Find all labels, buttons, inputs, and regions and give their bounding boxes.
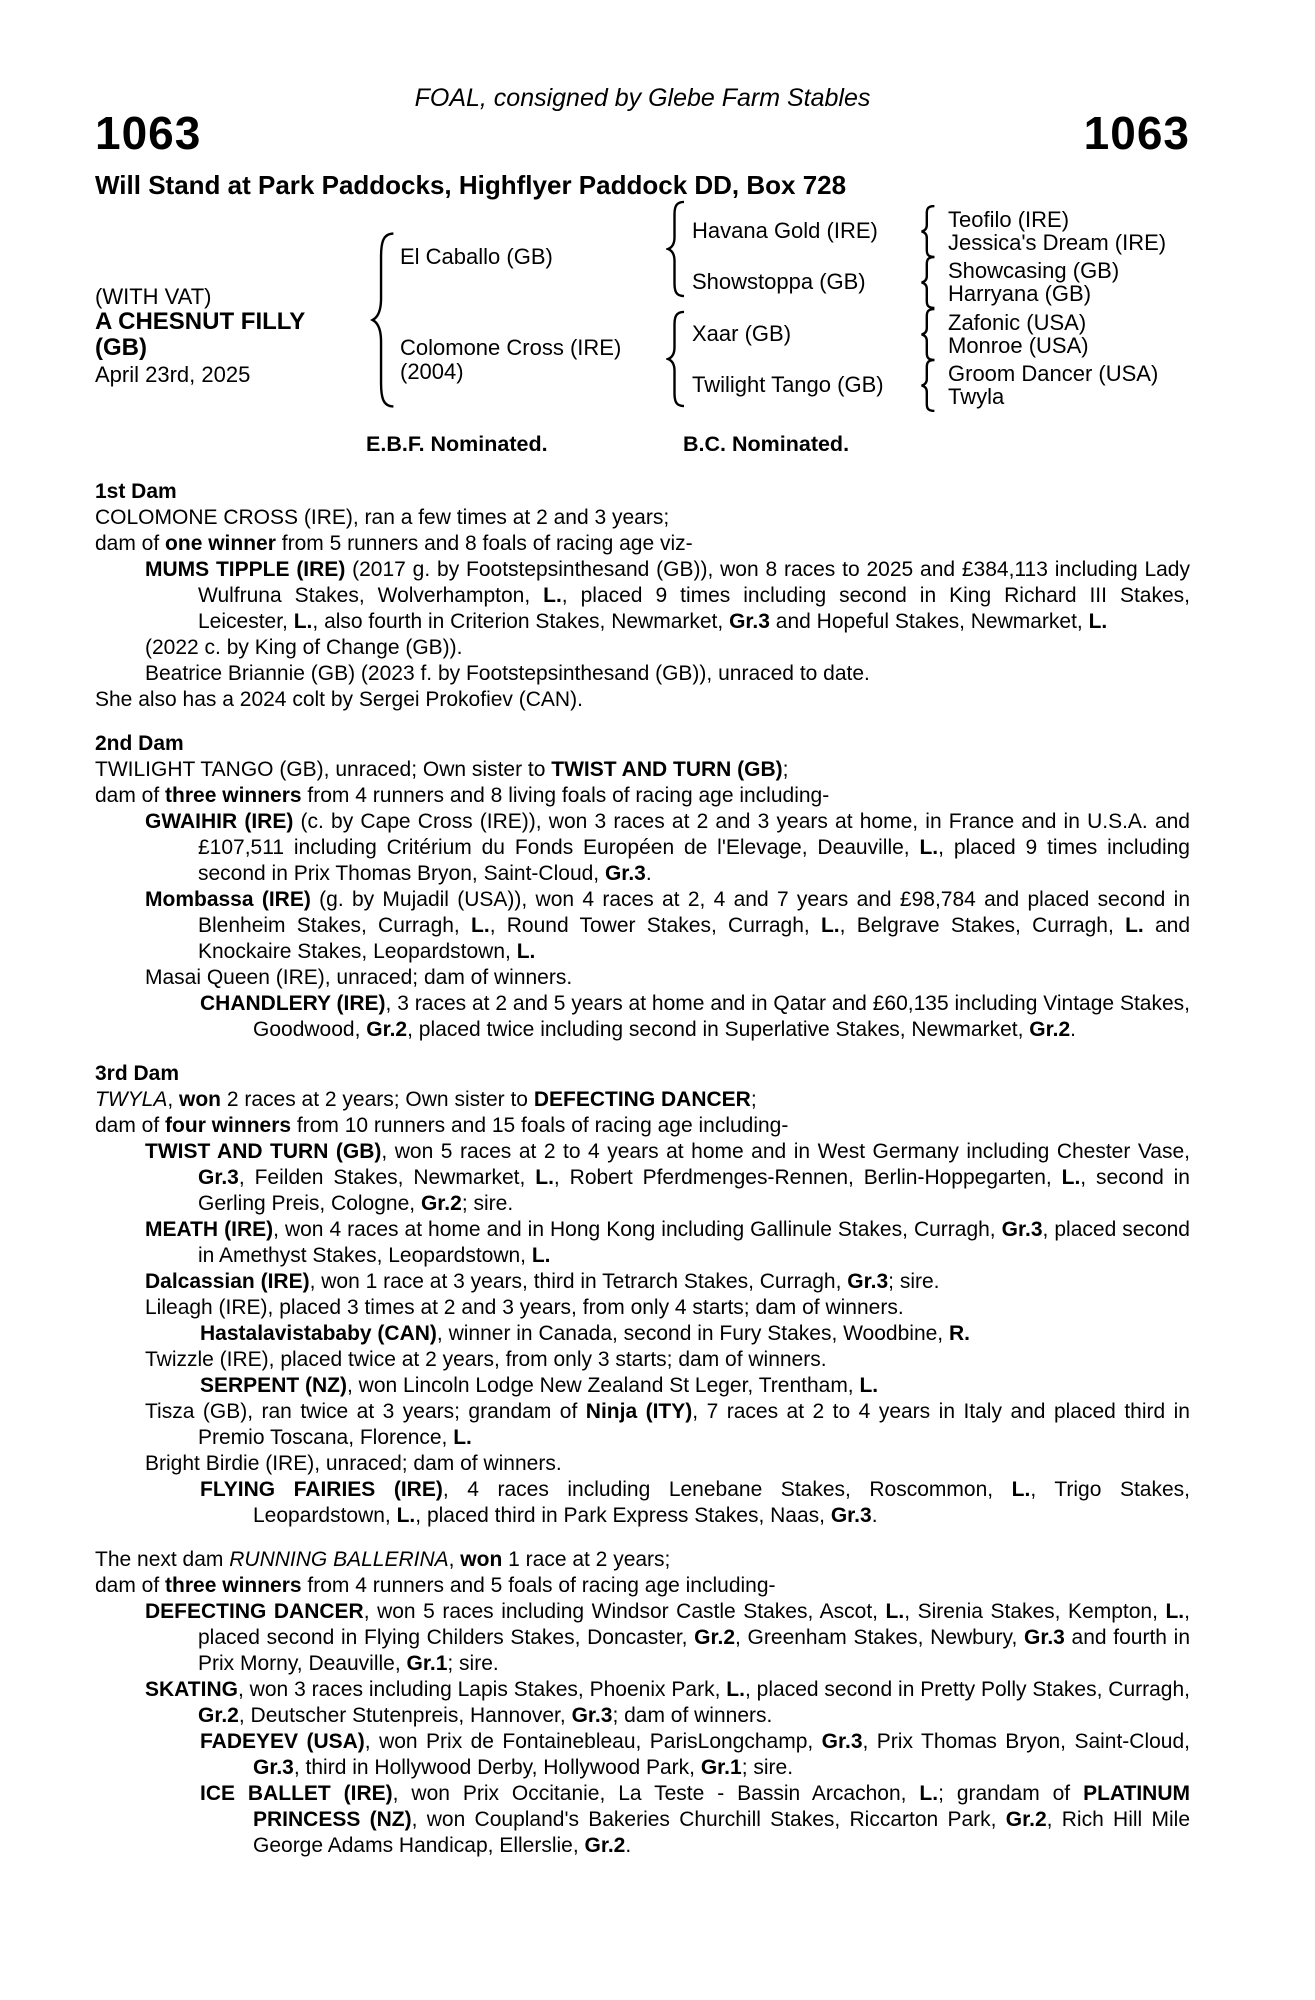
- vat-note: (WITH VAT): [95, 284, 212, 309]
- pedigree-paragraph: TWIST AND TURN (GB), won 5 races at 2 to 4 years at home and in West Germany including Chester Vase, Gr.3, Feilden Stakes, Newmarket, L., Robert Pferdmenges-Rennen, Berlin-Hoppegarten, L., second in Gerling Preis, Cologne, Gr.2; sire.: [145, 1140, 1190, 1215]
- section-heading: 1st Dam: [95, 480, 177, 503]
- pedigree-paragraph: dam of one winner from 5 runners and 8 foals of racing age viz-: [95, 532, 693, 555]
- pedigree-paragraph: SERPENT (NZ), won Lincoln Lodge New Zealand St Leger, Trentham, L.: [200, 1374, 879, 1397]
- pedigree-paragraph: dam of three winners from 4 runners and 5 foals of racing age including-: [95, 1574, 776, 1597]
- pedigree-paragraph: TWILIGHT TANGO (GB), unraced; Own sister to TWIST AND TURN (GB);: [95, 758, 789, 781]
- pedigree-paragraph: dam of four winners from 10 runners and 15 foals of racing age including-: [95, 1114, 789, 1137]
- pedigree-paragraph: SKATING, won 3 races including Lapis Stakes, Phoenix Park, L., placed second in Pretty Polly Stakes, Curragh, Gr.2, Deutscher Stutenpreis, Hannover, Gr.3; dam of winners.: [145, 1678, 1190, 1727]
- dam-name: Colomone Cross (IRE): [400, 335, 622, 360]
- pedigree-brace-gp3: [920, 308, 936, 361]
- section-heading: 3rd Dam: [95, 1062, 180, 1085]
- pedigree-paragraph: Lileagh (IRE), placed 3 times at 2 and 3 years, from only 4 starts; dam of winners.: [145, 1296, 904, 1319]
- gen3-name: Zafonic (USA): [948, 310, 1087, 335]
- pedigree-paragraph: (2022 c. by King of Change (GB)).: [145, 636, 463, 659]
- pedigree-paragraph: Dalcassian (IRE), won 1 race at 3 years, third in Tetrarch Stakes, Curragh, Gr.3; sire.: [145, 1270, 940, 1293]
- pedigree-paragraph: TWYLA, won 2 races at 2 years; Own sister to DEFECTING DANCER;: [95, 1088, 757, 1111]
- pedigree-paragraph: Masai Queen (IRE), unraced; dam of winners.: [145, 966, 573, 989]
- pedigree-paragraph: dam of three winners from 4 runners and 8 living foals of racing age including-: [95, 784, 830, 807]
- pedigree-paragraph: CHANDLERY (IRE), 3 races at 2 and 5 years at home and in Qatar and £60,135 including Vintage Stakes, Goodwood, Gr.2, placed twice including second in Superlative Stakes, Newmarket, Gr.2.: [200, 992, 1190, 1041]
- pedigree-brace-main: [370, 230, 396, 410]
- dams-dam-name: Twilight Tango (GB): [692, 372, 884, 397]
- pedigree-paragraph: Tisza (GB), ran twice at 3 years; grandam of Ninja (ITY), 7 races at 2 to 4 years in Italy and placed third in Premio Toscana, Florence, L.: [145, 1400, 1190, 1449]
- pedigree-paragraph: FADEYEV (USA), won Prix de Fontainebleau, ParisLongchamp, Gr.3, Prix Thomas Bryon, Saint-Cloud, Gr.3, third in Hollywood Derby, Hollywood Park, Gr.1; sire.: [200, 1730, 1191, 1779]
- bc-nominated-note: B.C. Nominated.: [683, 432, 850, 456]
- pedigree-brace-dam: [666, 310, 686, 408]
- pedigree-paragraph: ICE BALLET (IRE), won Prix Occitanie, La Teste - Bassin Arcachon, L.; grandam of PLATINUM PRINCESS (NZ), won Coupland's Bakeries Churchill Stakes, Riccarton Park, Gr.2, Rich Hill Mile George Adams Handicap, Ellerslie, Gr.2.: [200, 1782, 1191, 1857]
- pedigree-paragraph: Hastalavistababy (CAN), winner in Canada, second in Fury Stakes, Woodbine, R.: [200, 1322, 970, 1345]
- pedigree-paragraph: Bright Birdie (IRE), unraced; dam of winners.: [145, 1452, 562, 1475]
- foaling-date: April 23rd, 2025: [95, 362, 251, 387]
- lot-number-right: 1063: [1083, 107, 1190, 159]
- pedigree-paragraph: DEFECTING DANCER, won 5 races including Windsor Castle Stakes, Ascot, L., Sirenia Stakes, Kempton, L., placed second in Flying Childers Stakes, Doncaster, Gr.2, Greenham Stakes, Newbury, Gr.3 and fourth in Prix Morny, Deauville, Gr.1; sire.: [145, 1600, 1190, 1675]
- pedigree-paragraph: Beatrice Briannie (GB) (2023 f. by Footstepsinthesand (GB)), unraced to date.: [145, 662, 870, 685]
- section-heading: 2nd Dam: [95, 732, 184, 755]
- stand-location-line: Will Stand at Park Paddocks, Highflyer Paddock DD, Box 728: [95, 170, 847, 200]
- gen3-name: Jessica's Dream (IRE): [948, 230, 1167, 255]
- gen3-name: Showcasing (GB): [948, 258, 1120, 283]
- pedigree-paragraph: MEATH (IRE), won 4 races at home and in Hong Kong including Gallinule Stakes, Curragh, Gr.3, placed second in Amethyst Stakes, Leopardstown, L.: [145, 1218, 1190, 1267]
- gen3-name: Twyla: [948, 384, 1005, 409]
- pedigree-brace-gp2: [920, 256, 936, 309]
- sires-sire-name: Havana Gold (IRE): [692, 218, 878, 243]
- pedigree-paragraph: Twizzle (IRE), placed twice at 2 years, from only 3 starts; dam of winners.: [145, 1348, 827, 1371]
- gen3-name: Groom Dancer (USA): [948, 361, 1159, 386]
- dam-section: [95, 1547, 1190, 1859]
- dam-section: [95, 479, 1190, 713]
- dam-foaling-year: (2004): [400, 359, 464, 384]
- sires-dam-name: Showstoppa (GB): [692, 269, 866, 294]
- dam-line-text: [95, 479, 1190, 1859]
- ebf-nominated-note: E.B.F. Nominated.: [366, 432, 548, 456]
- pedigree-paragraph: She also has a 2024 colt by Sergei Prokofiev (CAN).: [95, 688, 583, 711]
- consignor-line: FOAL, consigned by Glebe Farm Stables: [414, 84, 871, 112]
- lot-number-left: 1063: [95, 107, 202, 159]
- dams-sire-name: Xaar (GB): [692, 321, 792, 346]
- pedigree-paragraph: MUMS TIPPLE (IRE) (2017 g. by Footstepsinthesand (GB)), won 8 races to 2025 and £384,113 including Lady Wulfruna Stakes, Wolverhampton, L., placed 9 times including second in King Richard III Stakes, Leicester, L., also fourth in Criterion Stakes, Newmarket, Gr.3 and Hopeful Stakes, Newmarket, L.: [145, 558, 1190, 633]
- pedigree-paragraph: COLOMONE CROSS (IRE), ran a few times at 2 and 3 years;: [95, 506, 670, 529]
- pedigree-brace-gp1: [920, 205, 936, 258]
- sire-name: El Caballo (GB): [400, 244, 553, 269]
- dam-section: [95, 1061, 1190, 1529]
- gen3-name: Monroe (USA): [948, 333, 1089, 358]
- gen3-name: Harryana (GB): [948, 281, 1092, 306]
- pedigree-brace-sire: [666, 200, 686, 298]
- gen3-name: Teofilo (IRE): [948, 207, 1070, 232]
- pedigree-paragraph: Mombassa (IRE) (g. by Mujadil (USA)), won 4 races at 2, 4 and 7 years and £98,784 and placed second in Blenheim Stakes, Curragh, L., Round Tower Stakes, Curragh, L., Belgrave Stakes, Curragh, L. and Knockaire Stakes, Leopardstown, L.: [145, 888, 1191, 963]
- pedigree-paragraph: GWAIHIR (IRE) (c. by Cape Cross (IRE)), won 3 races at 2 and 3 years at home, in France and in U.S.A. and £107,511 including Critérium du Fonds Européen de l'Elevage, Deauville, L., placed 9 times including second in Prix Thomas Bryon, Saint-Cloud, Gr.3.: [145, 810, 1190, 885]
- pedigree-paragraph: The next dam RUNNING BALLERINA, won 1 race at 2 years;: [95, 1548, 671, 1571]
- horse-name: A CHESNUT FILLY (GB): [95, 308, 305, 361]
- pedigree-brace-gp4: [920, 359, 936, 412]
- pedigree-paragraph: FLYING FAIRIES (IRE), 4 races including Lenebane Stakes, Roscommon, L., Trigo Stakes, Leopardstown, L., placed third in Park Express Stakes, Naas, Gr.3.: [200, 1478, 1190, 1527]
- dam-section: [95, 731, 1190, 1043]
